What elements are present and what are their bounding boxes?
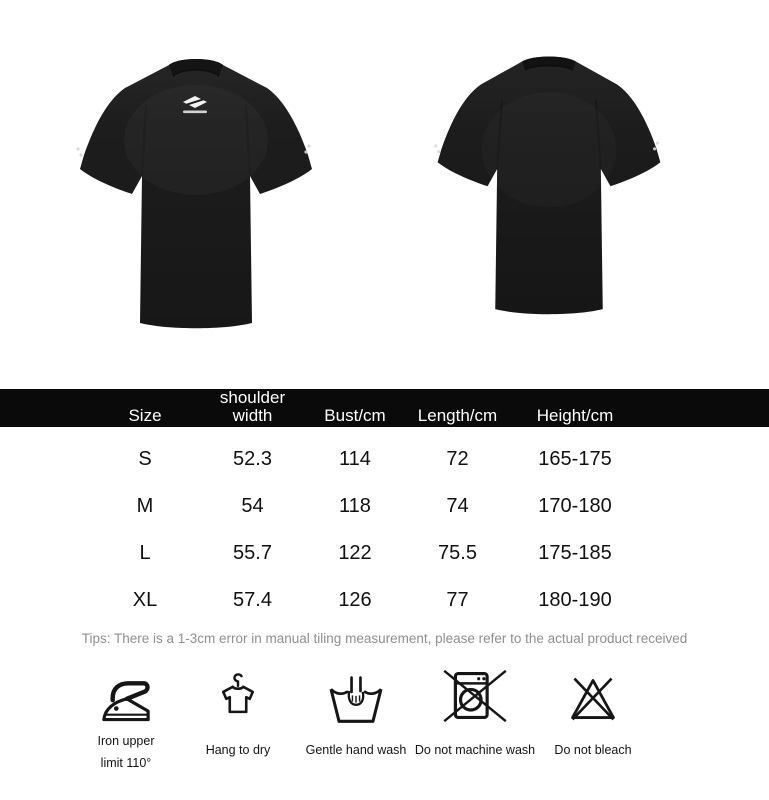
care-item-hang-dry <box>172 666 304 761</box>
care-item-hand-wash <box>290 666 422 761</box>
table-row <box>0 577 769 624</box>
cell-height: 180-190 <box>538 589 612 611</box>
header-cell-size: Size <box>128 405 162 425</box>
care-label: Hang to dry <box>205 743 271 757</box>
cell-size: L <box>139 542 151 564</box>
header-cell-height: Height/cm <box>536 405 614 425</box>
product-gallery <box>0 0 769 385</box>
cell-bust: 126 <box>338 589 372 611</box>
care-label: Gentle hand wash <box>305 743 407 757</box>
cell-size: S <box>138 448 152 470</box>
table-row <box>0 530 769 577</box>
cell-bust: 122 <box>338 542 372 564</box>
iron-icon <box>97 666 155 724</box>
tips-text: Tips: There is a 1-3cm error in manual tiling measurement, please refer to the actual product received <box>81 631 688 646</box>
tshirt-front-image <box>71 45 321 330</box>
header-cell-shoulder: shoulder width /cm <box>219 388 286 443</box>
table-row <box>0 483 769 530</box>
care-item-no-bleach <box>527 666 659 761</box>
cell-shoulder: 52.3 <box>233 448 272 470</box>
care-instructions <box>0 666 769 786</box>
hang-dry-icon <box>217 666 259 724</box>
cell-length: 72 <box>446 448 469 470</box>
tshirt-back-image <box>429 42 669 320</box>
size-table-body <box>0 436 769 624</box>
cell-height: 170-180 <box>538 495 612 517</box>
care-item-no-machine-wash <box>409 666 541 761</box>
care-label: Iron upper limit 110° <box>97 734 155 770</box>
cell-height: 165-175 <box>538 448 612 470</box>
care-label: Do not machine wash <box>414 743 536 757</box>
header-cell-length: Length/cm <box>417 405 498 425</box>
hand-wash-icon <box>327 666 385 724</box>
no-machine-wash-icon <box>440 666 510 724</box>
cell-size: M <box>136 495 154 517</box>
cell-bust: 114 <box>339 448 371 470</box>
table-row <box>0 436 769 483</box>
cell-height: 175-185 <box>538 542 612 564</box>
no-bleach-icon <box>567 666 619 724</box>
cell-length: 77 <box>446 589 469 611</box>
cell-shoulder: 57.4 <box>233 589 272 611</box>
cell-size: XL <box>132 589 158 611</box>
cell-shoulder: 55.7 <box>233 542 272 564</box>
care-label: Do not bleach <box>554 743 632 757</box>
cell-bust: 118 <box>339 495 371 517</box>
cell-length: 74 <box>446 495 469 517</box>
cell-length: 75.5 <box>438 542 477 564</box>
header-cell-bust: Bust/cm <box>324 405 386 425</box>
size-table-header <box>0 388 769 443</box>
cell-shoulder: 54 <box>241 495 264 517</box>
